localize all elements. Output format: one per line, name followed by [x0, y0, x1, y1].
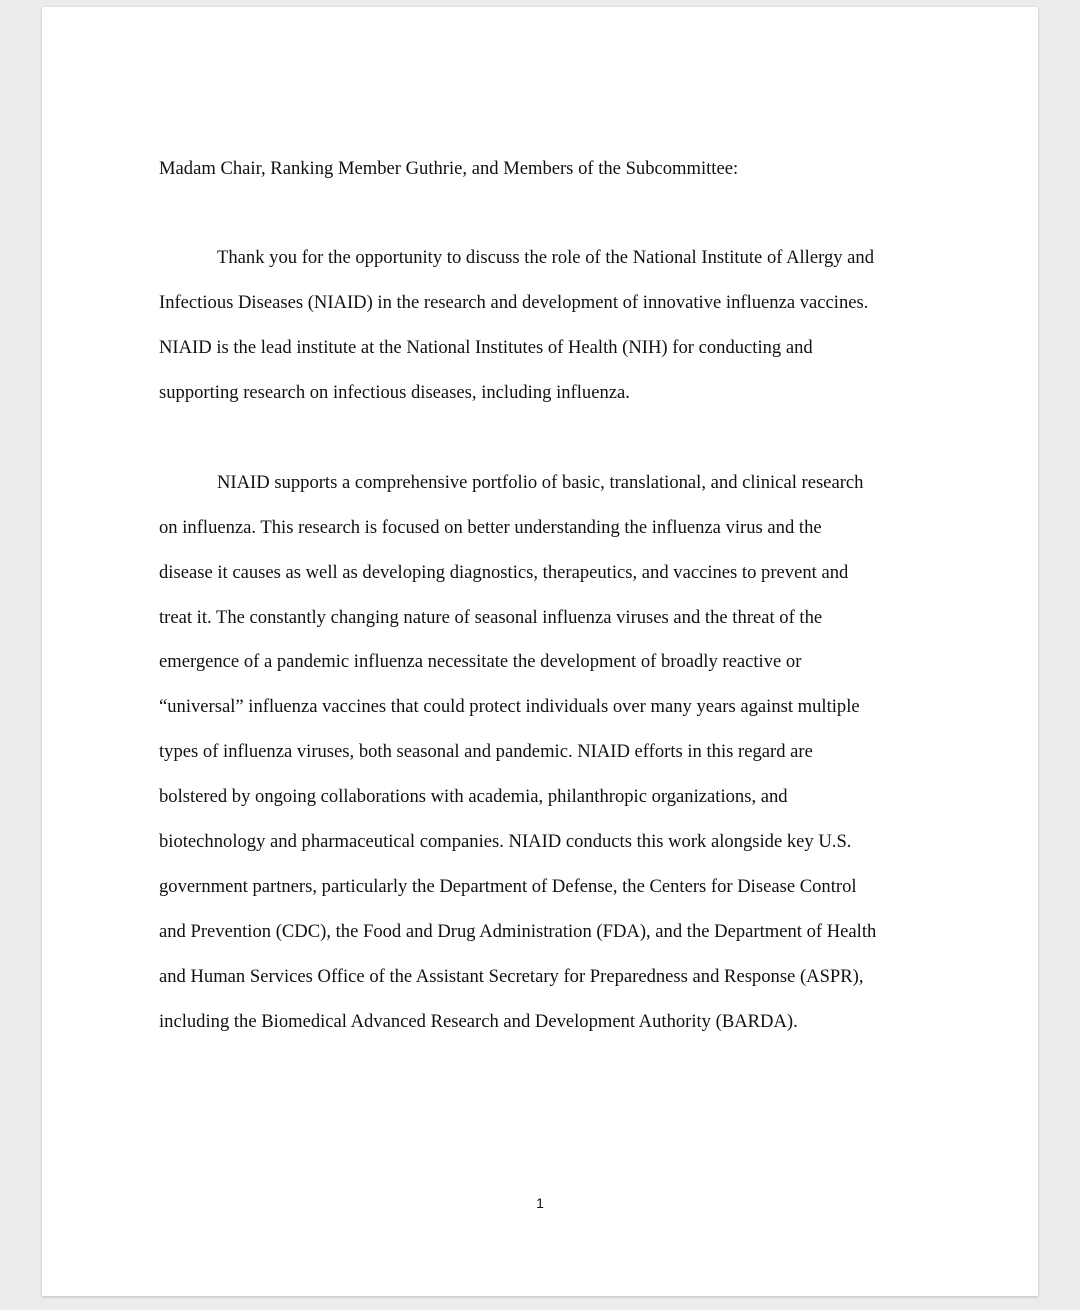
paragraph-2-line: emergence of a pandemic influenza necessitate the development of broadly reactive or	[159, 651, 802, 672]
paragraph-2-line: on influenza. This research is focused on better understanding the influenza virus and the	[159, 517, 822, 538]
paragraph-2-line: bolstered by ongoing collaborations with academia, philanthropic organizations, and	[159, 786, 788, 807]
paragraph-2-line: government partners, particularly the Department of Defense, the Centers for Disease Control	[159, 876, 857, 897]
page-number: 1	[536, 1195, 544, 1211]
paragraph-2-line: treat it. The constantly changing nature of seasonal influenza viruses and the threat of the	[159, 607, 823, 628]
paragraph-2-line: and Human Services Office of the Assistant Secretary for Preparedness and Response (ASPR),	[159, 966, 864, 987]
paragraph-1-line: supporting research on infectious diseases, including influenza.	[159, 382, 630, 403]
paragraph-1-line: Infectious Diseases (NIAID) in the research and development of innovative influenza vaccines.	[159, 292, 869, 313]
salutation: Madam Chair, Ranking Member Guthrie, and Members of the Subcommittee:	[159, 158, 739, 179]
paragraph-2-line: disease it causes as well as developing diagnostics, therapeutics, and vaccines to prevent and	[159, 562, 849, 583]
document-page	[42, 7, 1038, 1296]
paragraph-1-line: NIAID is the lead institute at the National Institutes of Health (NIH) for conducting and	[159, 337, 813, 358]
paragraph-2-line: “universal” influenza vaccines that could protect individuals over many years against multiple	[159, 696, 860, 717]
paragraph-2-line: types of influenza viruses, both seasonal and pandemic. NIAID efforts in this regard are	[159, 741, 813, 762]
paragraph-2-line: biotechnology and pharmaceutical companies. NIAID conducts this work alongside key U.S.	[159, 831, 852, 852]
paragraph-2-line: including the Biomedical Advanced Research and Development Authority (BARDA).	[159, 1011, 798, 1032]
paragraph-2-line: and Prevention (CDC), the Food and Drug Administration (FDA), and the Department of Health	[159, 921, 877, 942]
paragraph-2-line: NIAID supports a comprehensive portfolio of basic, translational, and clinical research	[217, 472, 864, 493]
paragraph-1-line: Thank you for the opportunity to discuss the role of the National Institute of Allergy and	[217, 247, 875, 268]
